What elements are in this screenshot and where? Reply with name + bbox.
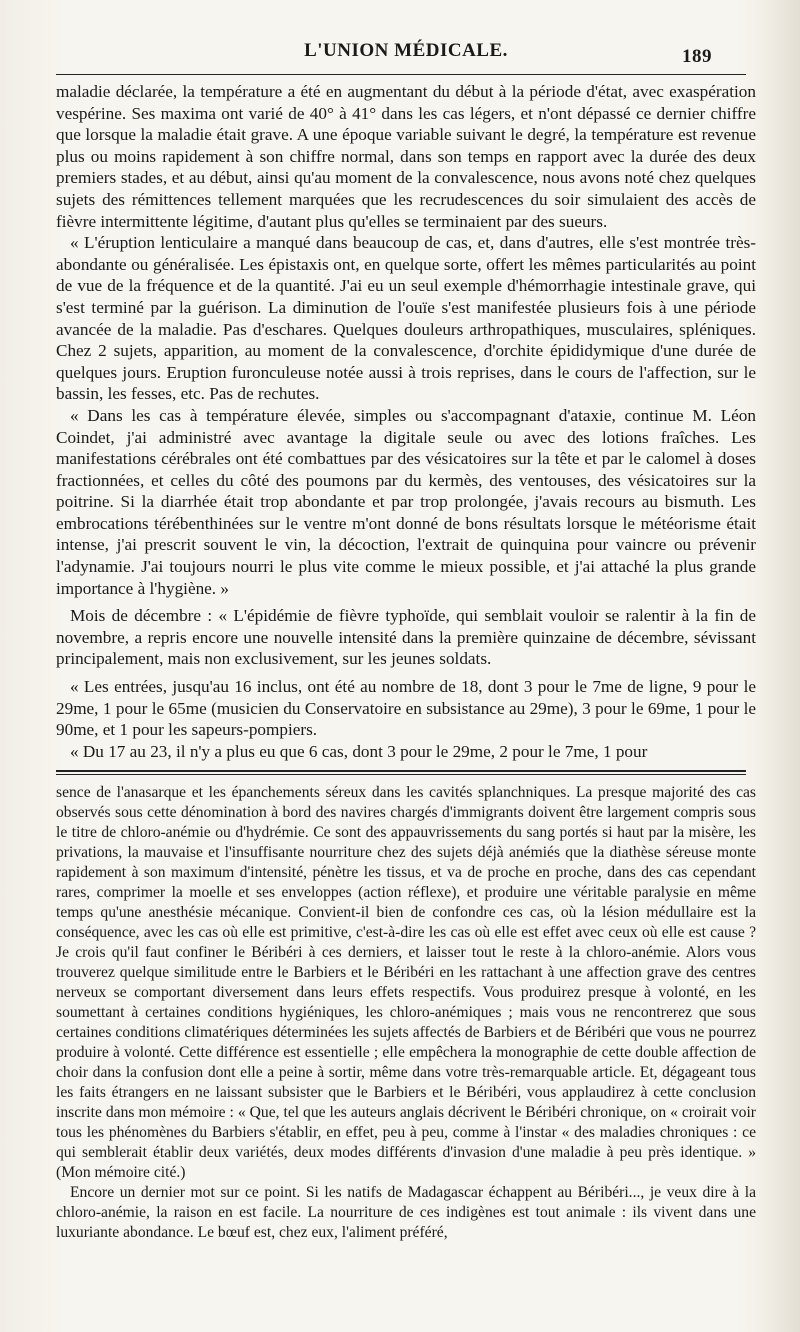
footnote-paragraph: sence de l'anasarque et les épanchements séreux dans les cavités splanchniques. La presque majorité des cas observés sous cette dénomination à bord des navires chargés d'immigrants doivent être largement compris sous le titre de chloro-anémie ou d'hydrémie. Ce sont des appauvrissements du sang portés si haut par la misère, les privations, la mauvaise et l'insuffisante nourriture chez des sujets déjà anémiés que la diathèse séreuse monte rapidement à son maximum d'intensité, pénètre les tissus, et va de proche en proche, dans des cas cependant rares, comprimer la moelle et ses enveloppes (action réflexe), et produire une véritable paralysie en même temps qu'une anesthésie mécanique. Convient-il bien de confondre ces cas, où la lésion médullaire est la conséquence, avec les cas où elle est primitive, c'est-à-dire les cas où elle est effet avec ceux où elle est cause ? Je crois qu'il faut confiner le Béribéri à ces derniers, et laisser tout le reste à la chloro-anémie. Alors vous trouverez quelque similitude entre le Barbiers et le Béribéri en les rattachant à une affection grave des centres nerveux se comportant diversement dans leurs effets respectifs. Vous produirez presque à volonté, en les soumettant à certaines conditions hygiéniques, les chloro-anémiques ; mais vous ne rencontrerez que sous certaines conditions climatériques déterminées les sujets affectés de Barbiers et de Béribéri que vous ne pourrez produire à volonté. Cette différence est essentielle ; elle empêchera la monographie de cette double affection de choir dans la confusion dont elle a peine à sortir, même dans votre très-remarquable article. Et, dégageant tous les faits étrangers en ne laissant subsister que le Barbiers et le Béribéri, vous applaudirez à cette conclusion inscrite dans mon mémoire : « Que, tel que les auteurs anglais décrivent le Béribéri chronique, on « croirait voir tous les phénomènes du Barbiers s'établir, en effet, peu à peu, comme à l'instar « des maladies chroniques : ce qui semblerait établir deux variétés, deux modes différents d'invasion d'une maladie à peu près identique. » (Mon mémoire cité.) [56, 784, 756, 1182]
paragraph: « Du 17 au 23, il n'y a plus eu que 6 cas, dont 3 pour le 29me, 2 pour le 7me, 1 pour [70, 741, 648, 761]
footnote [56, 783, 756, 1243]
footnote-paragraph: Encore un dernier mot sur ce point. Si les natifs de Madagascar échappent au Béribéri..., je veux dire à la chloro-anémie, la raison en est facile. La nourriture de ces indigènes est tout animale : ils vivent dans une luxuriante abondance. Le bœuf est, chez eux, l'aliment préféré, [56, 1184, 756, 1242]
main-text [56, 81, 756, 762]
paragraph: maladie déclarée, la température a été en augmentant du début à la période d'état, avec exaspération vespérine. Ses maxima ont varié de 40° à 41° dans les cas légers, et n'ont dépassé ce dernier chiffre que lorsque la maladie était grave. A une époque variable suivant le degré, la température est revenue plus ou moins rapidement à son chiffre normal, dans son temps en rapport avec la durée des deux premiers stades, et au début, ainsi qu'au moment de la convalescence, nous avons noté chez quelques sujets des rémittences tellement marquées que les recrudescences du soir simulaient des accès de fièvre intermittente légitime, d'autant plus qu'elles se terminaient par des sueurs. [56, 82, 756, 231]
paragraph: Mois de décembre : « L'épidémie de fièvre typhoïde, qui semblait vouloir se ralentir à la fin de novembre, a repris encore une nouvelle intensité dans la première quinzaine de décembre, sévissant principalement, mais non exclusivement, sur les jeunes soldats. [56, 606, 756, 669]
paragraph: « Dans les cas à température élevée, simples ou s'accompagnant d'ataxie, continue M. Léon Coindet, j'ai administré avec avantage la digitale seule ou avec des lotions fraîches. Les manifestations cérébrales ont été combattues par des vésicatoires sur la tête et par le calomel à doses fractionnées, et celles du côté des poumons par du kermès, des ventouses, des vésicatoires sur la poitrine. Si la diarrhée était trop abondante et par trop prolongée, j'avais recours au bismuth. Les embrocations térébenthinées sur le ventre m'ont donné de bons résultats lorsque le météorisme était intense, j'ai prescrit souvent le vin, la décoction, l'extrait de quinquina pour vaincre ou prévenir l'adynamie. J'ai toujours nourri le plus vite comme le mieux possible, et j'ai attaché la plus grande importance à l'hygiène. » [56, 405, 756, 598]
paragraph: « L'éruption lenticulaire a manqué dans beaucoup de cas, et, dans d'autres, elle s'est montrée très-abondante ou généralisée. Les épistaxis ont, en quelque sorte, offert les mêmes particularités au point de vue de la fréquence et de la quantité. J'ai eu un seul exemple d'hémorrhagie intestinale grave, qui s'est terminé par la guérison. La diminution de l'ouïe s'est manifestée plusieurs fois à une période avancée de la maladie. Pas d'eschares. Quelques douleurs arthropathiques, musculaires, spléniques. Chez 2 sujets, apparition, au moment de la convalescence, d'orchite épididymique d'une durée de quelques jours. Eruption furonculeuse notée aussi à trois reprises, dans le cours de l'affection, sur le bassin, les fesses, etc. Pas de rechutes. [56, 233, 756, 404]
journal-title: L'UNION MÉDICALE. [304, 40, 508, 61]
footnote-separator [56, 770, 746, 775]
paragraph: « Les entrées, jusqu'au 16 inclus, ont été au nombre de 18, dont 3 pour le 7me de ligne, 9 pour le 29me, 1 pour le 65me (musicien du Conservatoire en subsistance au 29me), 3 pour le 69me, 1 pour le 90me, et 1 pour les sapeurs-pompiers. [56, 677, 756, 740]
running-header [56, 40, 756, 74]
header-rule [56, 74, 746, 75]
page-number: 189 [682, 46, 712, 67]
page-edge-shadow [762, 0, 800, 1332]
